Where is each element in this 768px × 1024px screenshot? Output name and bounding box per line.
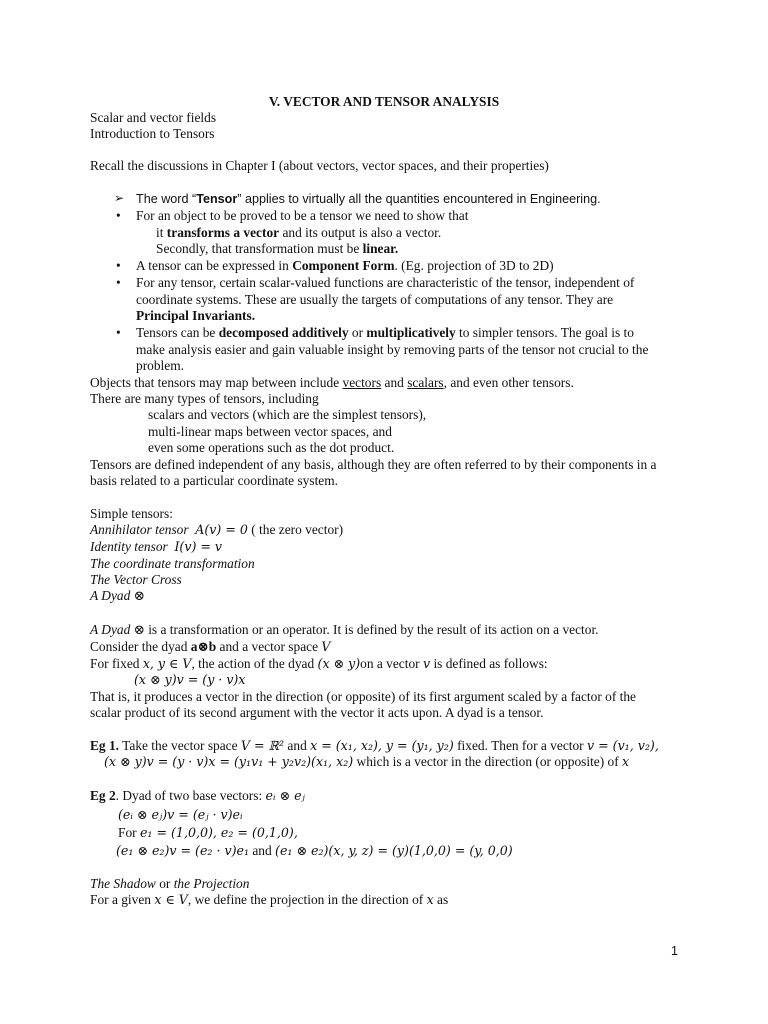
bullet-dot-icon: • [116, 258, 121, 273]
example-2-heading: Eg 2. Dyad of two base vectors: eᵢ ⊗ eⱼ [90, 788, 305, 803]
dyad-formula: (x ⊗ y)v = (y · v)x [134, 672, 246, 687]
example-2-formula: (eᵢ ⊗ eⱼ)v = (eⱼ · v)eᵢ [118, 807, 243, 822]
bullet-invariants-line2: coordinate systems. These are usually the targets of computations of any tensor. They are [136, 292, 614, 307]
type-item-3: even some operations such as the dot product. [148, 440, 395, 455]
identity-tensor: Identity tensor I(v) = v [90, 539, 223, 554]
bullet-decompose-line2: make analysis easier and gain valuable insight by removing parts of the tensor not crucial to the [136, 342, 649, 357]
example-2-basis: For e₁ = (1,0,0), e₂ = (0,1,0), [118, 825, 298, 840]
subtitle-intro-tensors: Introduction to Tensors [90, 126, 215, 141]
bullet-proof-line1: For an object to be proved to be a tensor we need to show that [136, 208, 469, 223]
bullet-invariants-line3: Principal Invariants. [136, 308, 256, 323]
that-is-line2: scalar product of its second argument with the vector it acts upon. A dyad is a tensor. [90, 705, 544, 720]
type-item-1: scalars and vectors (which are the simplest tensors), [148, 407, 427, 422]
defined-line2: basis related to a particular coordinate system. [90, 473, 339, 488]
vector-cross: The Vector Cross [90, 572, 182, 587]
bullet-invariants-line1: For any tensor, certain scalar-valued functions are characteristic of the tensor, independent of [136, 275, 635, 290]
bullet-tensor-word: The word “Tensor” applies to virtually all the quantities encountered in Engineering. [136, 192, 601, 206]
page-title: V. VECTOR AND TENSOR ANALYSIS [268, 94, 500, 109]
link-vectors: vectors [342, 375, 382, 390]
defined-line1: Tensors are defined independent of any basis, although they are often referred to by their components in a [90, 457, 657, 472]
bullet-dot-icon: • [116, 208, 121, 223]
bullet-dot-icon: • [116, 275, 121, 290]
shadow-heading: The Shadow or the Projection [90, 876, 250, 891]
bullet-proof-line2: it transforms a vector and its output is also a vector. [156, 225, 442, 240]
type-item-2: multi-linear maps between vector spaces, and [148, 424, 392, 439]
dyad-item: A Dyad ⊗ [90, 588, 145, 603]
annihilator-tensor: Annihilator tensor A(v) = 0 ( the zero vector) [90, 522, 344, 537]
bullet-proof-line3: Secondly, that transformation must be linear. [156, 241, 399, 256]
fixed-action: For fixed x, y ∈ V, the action of the dyad (x ⊗ y)on a vector v is defined as follows: [90, 656, 548, 671]
example-1-line2: (x ⊗ y)v = (y · v)x = (y₁v₁ + y₂v₂)(x₁, x₂) which is a vector in the direction (or opposite) of x [104, 754, 630, 769]
simple-tensors-heading: Simple tensors: [90, 506, 173, 521]
objects-paragraph: Objects that tensors may map between include vectors and scalars, and even other tensors. [90, 375, 574, 390]
that-is-line1: That is, it produces a vector in the direction (or opposite) of its first argument scaled by a factor of the [90, 689, 636, 704]
recall-paragraph: Recall the discussions in Chapter I (about vectors, vector spaces, and their properties) [90, 158, 549, 173]
arrow-bullet-icon: ➢ [114, 191, 125, 205]
bullet-dot-icon: • [116, 325, 121, 340]
projection-definition: For a given x ∈ V, we define the projection in the direction of x as [90, 892, 449, 907]
coordinate-transformation: The coordinate transformation [90, 556, 255, 571]
link-scalars: scalars [407, 375, 444, 390]
bullet-component-form: A tensor can be expressed in Component Form. (Eg. projection of 3D to 2D) [136, 258, 554, 273]
dyad-definition: A Dyad ⊗ is a transformation or an operator. It is defined by the result of its action on a vector. [90, 622, 599, 637]
page-number: 1 [671, 944, 678, 958]
bullet-decompose-line3: problem. [136, 358, 184, 373]
example-1-line1: Eg 1. Take the vector space V = ℝ² and x = (x₁, x₂), y = (y₁, y₂) fixed. Then for a vector v = (v₁, v₂), [90, 738, 659, 753]
bullet-decompose-line1: Tensors can be decomposed additively or multiplicatively to simpler tensors. The goal is to [136, 325, 634, 340]
subtitle-scalar-vector: Scalar and vector fields [90, 110, 217, 125]
types-intro: There are many types of tensors, including [90, 391, 319, 406]
example-2-result: (e₁ ⊗ e₂)v = (e₂ · v)e₁ and (e₁ ⊗ e₂)(x, y, z) = (y)(1,0,0) = (y, 0,0) [116, 843, 513, 858]
consider-dyad: Consider the dyad a⊗b and a vector space V [90, 639, 331, 654]
